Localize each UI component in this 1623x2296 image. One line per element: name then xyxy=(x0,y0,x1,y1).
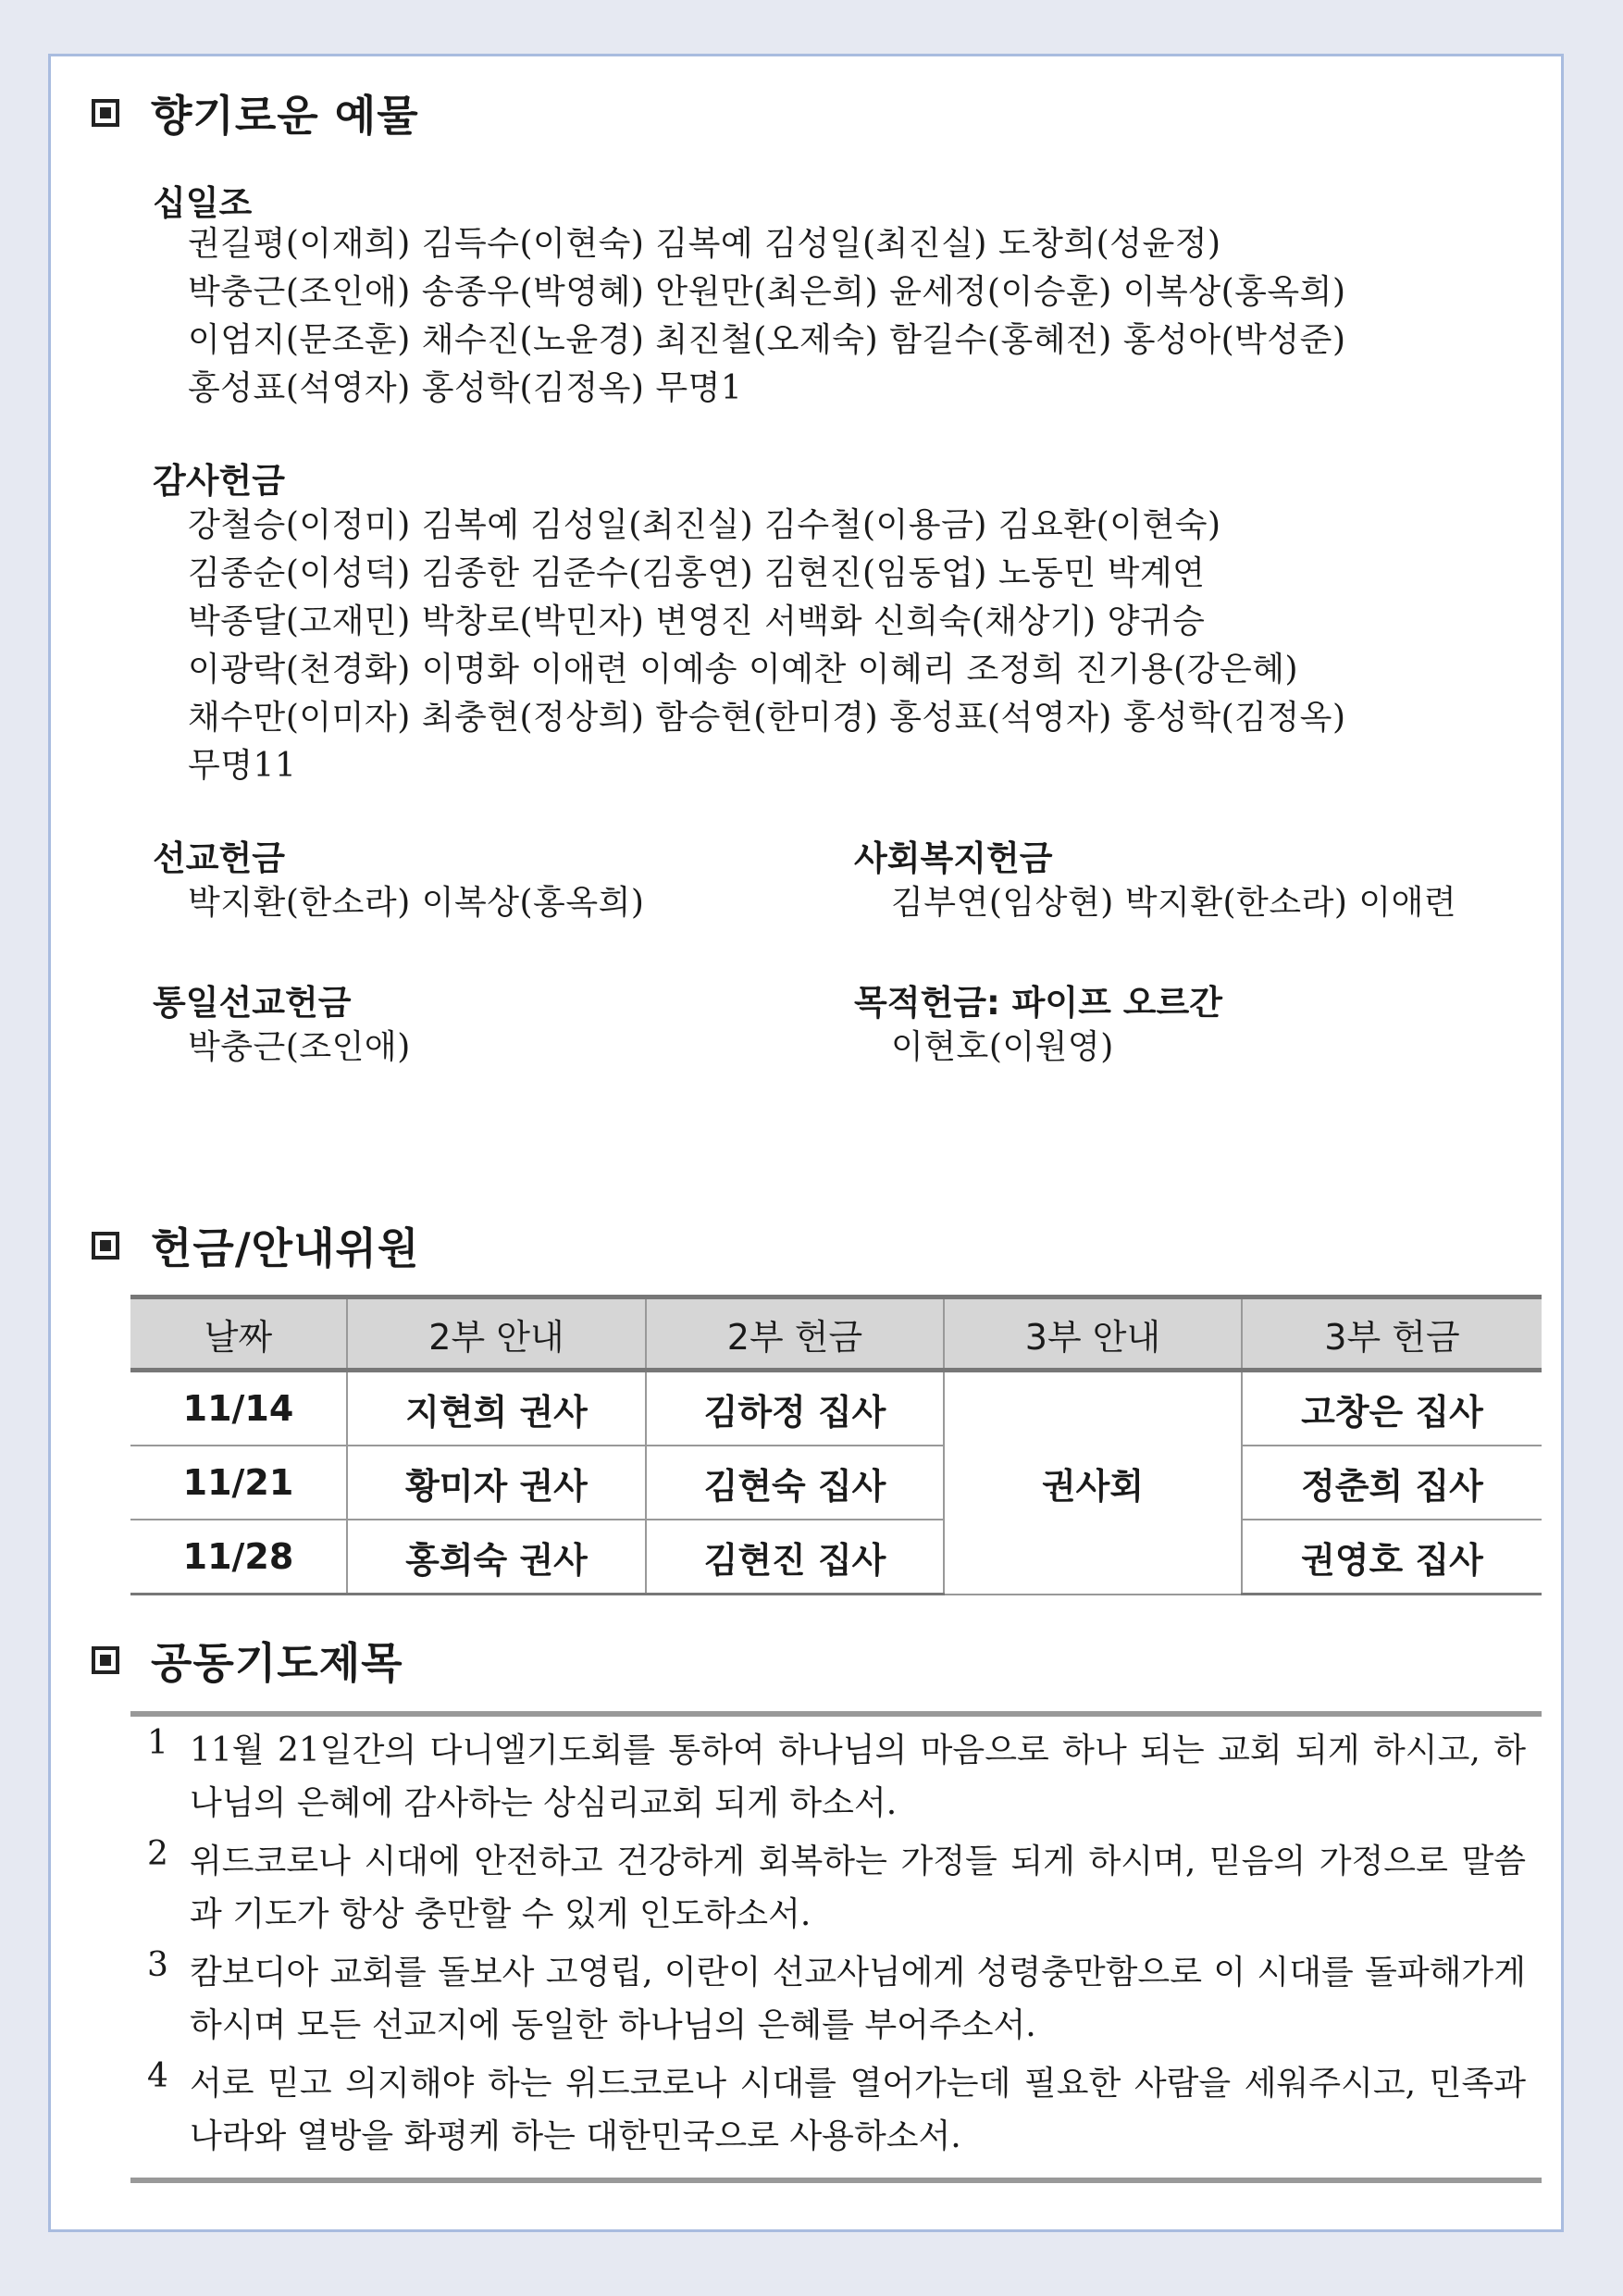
list-item xyxy=(147,1724,1526,1830)
duty-3rd-guide-merged: 권사회 xyxy=(944,1371,1242,1595)
duty-3rd-offering: 고창은 집사 xyxy=(1242,1371,1542,1446)
offerings-section-title xyxy=(92,82,419,143)
tithe-line: 박충근(조인애) 송종우(박영혜) 안원만(최은희) 윤세정(이승훈) 이복상(홍옥희) xyxy=(188,273,1346,311)
duty-date: 11/28 xyxy=(130,1520,347,1595)
thanks-line: 무명11 xyxy=(188,747,297,785)
thanks-title: 감사헌금 xyxy=(153,461,285,501)
purpose-line: 이현호(이원영) xyxy=(891,1028,1114,1066)
thanks-line: 강철승(이정미) 김복예 김성일(최진실) 김수철(이용금) 김요환(이현숙) xyxy=(188,506,1221,544)
duty-title: 헌금/안내위원 xyxy=(151,1223,420,1273)
tithe-line: 권길평(이재희) 김득수(이현숙) 김복예 김성일(최진실) 도창희(성윤정) xyxy=(188,225,1221,263)
prayer-number: 2 xyxy=(147,1835,168,1873)
duty-date: 11/14 xyxy=(130,1371,347,1446)
duty-2nd-guide: 황미자 권사 xyxy=(347,1446,646,1520)
duty-2nd-guide: 지현희 권사 xyxy=(347,1371,646,1446)
offerings-title: 향기로운 예물 xyxy=(151,91,419,141)
duty-2nd-offering: 김현숙 집사 xyxy=(646,1446,944,1520)
unification-line: 박충근(조인애) xyxy=(188,1028,411,1066)
square-bullet-icon xyxy=(92,99,119,127)
prayer-number: 3 xyxy=(147,1946,168,1984)
duty-date: 11/21 xyxy=(130,1446,347,1520)
duty-header-2nd-guide: 2부 안내 xyxy=(347,1297,646,1371)
list-item xyxy=(147,1835,1526,1941)
tithe-line: 이엄지(문조훈) 채수진(노윤경) 최진철(오제숙) 함길수(홍혜전) 홍성아(박성준) xyxy=(188,321,1346,359)
prayer-list xyxy=(130,1711,1542,2183)
duty-header-date: 날짜 xyxy=(130,1297,347,1371)
prayer-section-title xyxy=(92,1630,403,1691)
duty-2nd-offering: 김하정 집사 xyxy=(646,1371,944,1446)
duty-table xyxy=(130,1295,1542,1595)
mission-title: 선교헌금 xyxy=(153,838,285,878)
list-item xyxy=(147,2057,1526,2163)
prayer-text: 서로 믿고 의지해야 하는 위드코로나 시대를 열어가는데 필요한 사람을 세워주시고, 민족과 나라와 열방을 화평케 하는 대한민국으로 사용하소서. xyxy=(190,2065,1526,2155)
purpose-title: 목적헌금: 파이프 오르간 xyxy=(854,983,1222,1023)
tithe-title: 십일조 xyxy=(153,183,253,223)
duty-header-2nd-offering: 2부 헌금 xyxy=(646,1297,944,1371)
prayer-number: 1 xyxy=(147,1724,168,1762)
mission-line: 박지환(한소라) 이복상(홍옥희) xyxy=(188,884,645,922)
thanks-line: 박종달(고재민) 박창로(박민자) 변영진 서백화 신희숙(채상기) 양귀승 xyxy=(188,602,1206,640)
square-bullet-icon xyxy=(92,1232,119,1260)
table-row xyxy=(130,1446,1542,1520)
welfare-line: 김부연(임상현) 박지환(한소라) 이애련 xyxy=(891,884,1457,922)
duty-header-row xyxy=(130,1297,1542,1371)
duty-header-3rd-offering: 3부 헌금 xyxy=(1242,1297,1542,1371)
duty-2nd-offering: 김현진 집사 xyxy=(646,1520,944,1595)
square-bullet-icon xyxy=(92,1646,119,1674)
welfare-title: 사회복지헌금 xyxy=(854,838,1053,878)
thanks-line: 채수만(이미자) 최충현(정상희) 함승현(한미경) 홍성표(석영자) 홍성학(김정옥) xyxy=(188,699,1346,737)
table-row xyxy=(130,1371,1542,1446)
bulletin-page xyxy=(48,54,1564,2232)
list-item xyxy=(147,1946,1526,2052)
prayer-number: 4 xyxy=(147,2057,168,2095)
duty-section-title xyxy=(92,1215,419,1276)
prayer-title: 공동기도제목 xyxy=(151,1638,403,1688)
tithe-line: 홍성표(석영자) 홍성학(김정옥) 무명1 xyxy=(188,369,743,407)
prayer-text: 11월 21일간의 다니엘기도회를 통하여 하나님의 마음으로 하나 되는 교회 되게 하시고, 하나님의 은혜에 감사하는 상심리교회 되게 하소서. xyxy=(190,1731,1526,1822)
thanks-line: 김종순(이성덕) 김종한 김준수(김홍연) 김현진(임동업) 노동민 박계연 xyxy=(188,554,1206,592)
prayer-text: 위드코로나 시대에 안전하고 건강하게 회복하는 가정들 되게 하시며, 믿음의 가정으로 말씀과 기도가 항상 충만할 수 있게 인도하소서. xyxy=(190,1843,1526,1933)
table-row xyxy=(130,1520,1542,1595)
thanks-line: 이광락(천경화) 이명화 이애련 이예송 이예찬 이혜리 조정희 진기용(강은혜) xyxy=(188,651,1299,689)
duty-3rd-offering: 정춘희 집사 xyxy=(1242,1446,1542,1520)
duty-header-3rd-guide: 3부 안내 xyxy=(944,1297,1242,1371)
prayer-text: 캄보디아 교회를 돌보사 고영립, 이란이 선교사님에게 성령충만함으로 이 시대를 돌파해가게 하시며 모든 선교지에 동일한 하나님의 은혜를 부어주소서. xyxy=(190,1954,1526,2044)
duty-3rd-offering: 권영호 집사 xyxy=(1242,1520,1542,1595)
duty-2nd-guide: 홍희숙 권사 xyxy=(347,1520,646,1595)
unification-title: 통일선교헌금 xyxy=(153,983,352,1023)
